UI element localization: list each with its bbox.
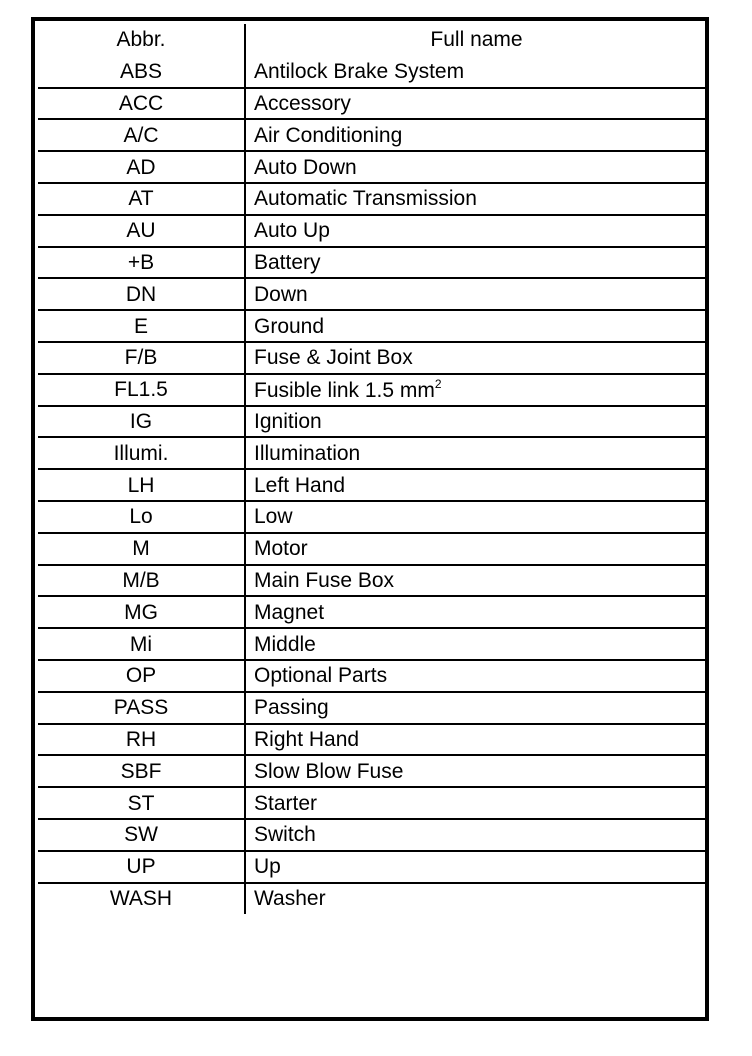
- full-name-text: Fusible link 1.5 mm: [254, 379, 435, 403]
- table-row: [38, 469, 707, 501]
- full-name-cell: [245, 596, 707, 628]
- full-name-text: Motor: [254, 537, 308, 561]
- superscript: 2: [434, 377, 442, 392]
- table-row: [38, 819, 707, 851]
- full-name-text: Ground: [254, 314, 325, 338]
- header-abbr: Abbr.: [38, 24, 245, 56]
- table-row: [38, 437, 707, 469]
- table-row: [38, 851, 707, 883]
- full-name-cell: [245, 342, 707, 374]
- abbr-cell: M/B: [38, 565, 245, 597]
- full-name-text: Up: [254, 855, 281, 879]
- abbr-cell: A/C: [38, 119, 245, 151]
- full-name-cell: [245, 565, 707, 597]
- abbr-cell: +B: [38, 247, 245, 279]
- abbr-cell: FL1.5: [38, 374, 245, 406]
- abbr-cell: IG: [38, 406, 245, 438]
- abbr-cell: Mi: [38, 628, 245, 660]
- abbr-cell: Lo: [38, 501, 245, 533]
- full-name-cell: [245, 533, 707, 565]
- abbr-cell: AT: [38, 183, 245, 215]
- full-name-text: Optional Parts: [254, 664, 388, 688]
- full-name-text: Auto Up: [254, 219, 330, 243]
- table-row: [38, 56, 707, 88]
- full-name-cell: [245, 787, 707, 819]
- abbreviation-table: [38, 24, 707, 914]
- abbr-cell: PASS: [38, 692, 245, 724]
- table-row: [38, 787, 707, 819]
- full-name-cell: [245, 406, 707, 438]
- abbr-cell: F/B: [38, 342, 245, 374]
- full-name-cell: [245, 374, 707, 406]
- table-row: [38, 342, 707, 374]
- abbr-cell: LH: [38, 469, 245, 501]
- full-name-cell: [245, 724, 707, 756]
- full-name-cell: [245, 628, 707, 660]
- table-row: [38, 660, 707, 692]
- table-row: [38, 883, 707, 915]
- abbr-cell: ACC: [38, 88, 245, 120]
- full-name-cell: [245, 278, 707, 310]
- abbr-cell: MG: [38, 596, 245, 628]
- full-name-cell: [245, 755, 707, 787]
- abbr-cell: AD: [38, 151, 245, 183]
- abbr-cell: OP: [38, 660, 245, 692]
- full-name-text: Air Conditioning: [254, 123, 403, 147]
- abbr-cell: DN: [38, 278, 245, 310]
- table-frame: [31, 17, 709, 1021]
- full-name-cell: [245, 692, 707, 724]
- table-row: [38, 692, 707, 724]
- table-row: [38, 406, 707, 438]
- table-row: [38, 596, 707, 628]
- full-name-cell: [245, 819, 707, 851]
- table-row: [38, 215, 707, 247]
- table-row: [38, 565, 707, 597]
- full-name-text: Battery: [254, 250, 321, 274]
- full-name-cell: [245, 501, 707, 533]
- full-name-text: Accessory: [254, 91, 351, 115]
- full-name-text: Antilock Brake System: [254, 59, 465, 83]
- abbr-cell: Illumi.: [38, 437, 245, 469]
- abbr-cell: AU: [38, 215, 245, 247]
- full-name-cell: [245, 151, 707, 183]
- full-name-text: Fuse & Joint Box: [254, 346, 413, 370]
- full-name-text: Starter: [254, 791, 318, 815]
- abbr-cell: UP: [38, 851, 245, 883]
- abbr-cell: WASH: [38, 883, 245, 915]
- full-name-cell: [245, 183, 707, 215]
- full-name-text: Illumination: [254, 441, 361, 465]
- full-name-cell: [245, 437, 707, 469]
- full-name-cell: [245, 883, 707, 915]
- full-name-text: Washer: [254, 887, 326, 911]
- full-name-text: Ignition: [254, 409, 322, 433]
- abbr-cell: SBF: [38, 755, 245, 787]
- header-full-name: Full name: [245, 24, 707, 56]
- table-row: [38, 151, 707, 183]
- table-row: [38, 724, 707, 756]
- table-row: [38, 278, 707, 310]
- abbr-cell: SW: [38, 819, 245, 851]
- full-name-text: Low: [254, 505, 293, 529]
- table-row: [38, 88, 707, 120]
- full-name-text: Down: [254, 282, 308, 306]
- full-name-text: Automatic Transmission: [254, 187, 477, 211]
- table-row: [38, 755, 707, 787]
- abbr-cell: RH: [38, 724, 245, 756]
- full-name-cell: [245, 469, 707, 501]
- table-row: [38, 533, 707, 565]
- table-row: [38, 247, 707, 279]
- full-name-text: Magnet: [254, 600, 325, 624]
- table-row: [38, 119, 707, 151]
- table-body: [38, 56, 707, 915]
- full-name-cell: [245, 660, 707, 692]
- full-name-cell: [245, 119, 707, 151]
- abbr-cell: ABS: [38, 56, 245, 88]
- table-row: [38, 310, 707, 342]
- table-row: [38, 501, 707, 533]
- full-name-text: Main Fuse Box: [254, 568, 395, 592]
- full-name-text: Middle: [254, 632, 316, 656]
- full-name-text: Switch: [254, 823, 316, 847]
- full-name-text: Right Hand: [254, 727, 360, 751]
- full-name-text: Passing: [254, 696, 329, 720]
- header-row: [38, 24, 707, 56]
- full-name-cell: [245, 215, 707, 247]
- full-name-cell: [245, 88, 707, 120]
- abbr-cell: M: [38, 533, 245, 565]
- table-row: [38, 628, 707, 660]
- full-name-cell: [245, 851, 707, 883]
- full-name-cell: [245, 310, 707, 342]
- full-name-text: Left Hand: [254, 473, 346, 497]
- full-name-text: Slow Blow Fuse: [254, 759, 404, 783]
- abbr-cell: E: [38, 310, 245, 342]
- table-row: [38, 183, 707, 215]
- full-name-cell: [245, 56, 707, 88]
- table-row: [38, 374, 707, 406]
- full-name-cell: [245, 247, 707, 279]
- abbr-cell: ST: [38, 787, 245, 819]
- full-name-text: Auto Down: [254, 155, 357, 179]
